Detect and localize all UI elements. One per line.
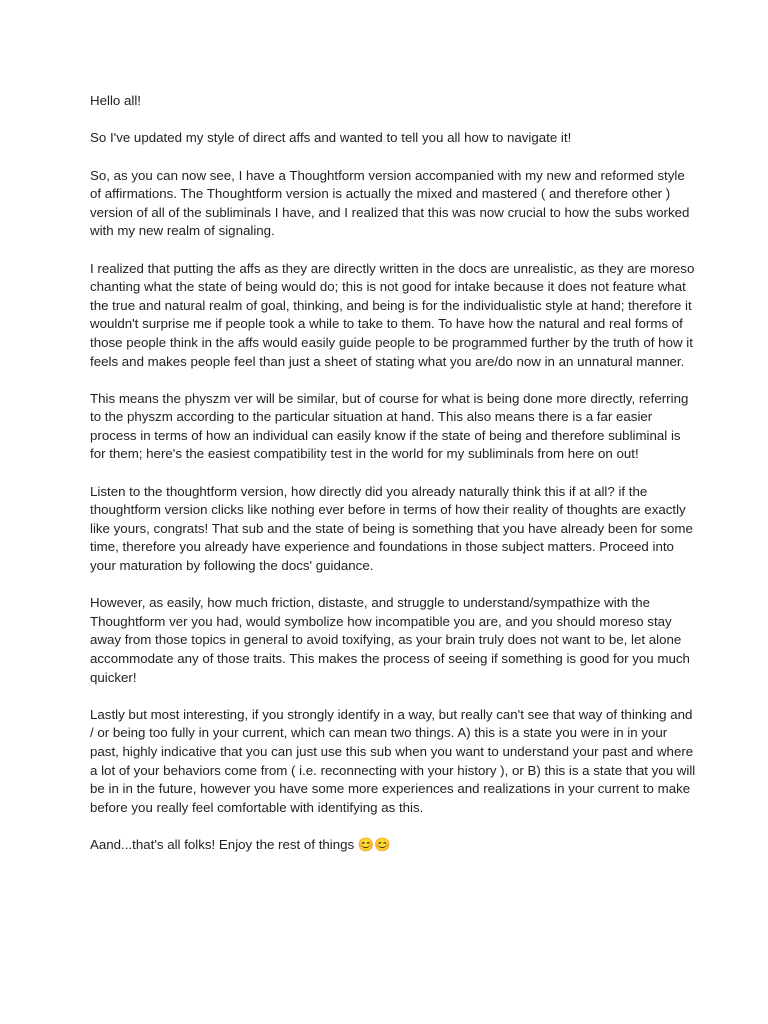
- friction-paragraph: However, as easily, how much friction, distaste, and struggle to understand/sympathize with the Thoughtform ver you had, would symbolize how incompatible you are, and you should moreso stay away from those topics in general to avoid toxifying, as your brain truly does not want to be, let alone accommodate any of those traits. This makes the process of seeing if something is good for you much quicker!: [90, 595, 690, 685]
- physzm-paragraph: This means the physzm ver will be similar, but of course for what is being done more directly, referring to the physzm according to the particular situation at hand. This also means there is a far easier process in terms of how an individual can easily know if the state of being and therefore subliminal is for them; here's the easiest compatibility test in the world for my subliminals from here on out!: [90, 390, 689, 462]
- lastly-paragraph: Lastly but most interesting, if you strongly identify in a way, but really can't see that way of thinking and / or being too fully in your current, which can mean two things. A) this is a state you were in in your past, highly indicative that you can just use this sub when you want to understand your past and where a lot of your behaviors come from ( i.e. reconnecting with your history ), or B) this is a state that you will be in in the future, however you have some more experiences and realizations in your current to make before you really feel comfortable with identifying as this.: [90, 706, 696, 815]
- listen-paragraph: Listen to the thoughtform version, how directly did you already naturally think this if at all? if the thoughtform version clicks like nothing ever before in terms of how their reality of thoughts are exactly like yours, congrats! That sub and the state of being is something that you have already been for some time, therefore you already have experience and foundations in those subject matters. Proceed into your maturation by following the docs' guidance.: [90, 483, 693, 574]
- intro-paragraph: So I've updated my style of direct affs and wanted to tell you all how to navigate it!: [90, 130, 572, 146]
- thoughtform-paragraph: So, as you can now see, I have a Thoughtform version accompanied with my new and reformed style of affirmations. The Thoughtform version is actually the mixed and mastered ( and therefore other ) version of all of the subliminals I have, and I realized that this was now crucial to how the subs worked with my new realm of signaling.: [90, 167, 690, 239]
- affs-paragraph: I realized that putting the affs as they are directly written in the docs are unrealistic, as they are moreso chanting what the state of being would do; this is not good for intake because it does not feature what the true and natural realm of goal, thinking, and being is for the individualistic style at hand; therefore it wouldn't surprise me if people took a while to take to them. To have how the natural and real forms of those people think in the affs would easily guide people to be programmed further by the truth of how it feels and makes people feel than just a sheet of stating what you are/do now in an unnatural manner.: [90, 260, 695, 369]
- greeting-paragraph: Hello all!: [90, 93, 141, 108]
- closing-paragraph: Aand...that's all folks! Enjoy the rest of things 😊😊: [90, 836, 391, 852]
